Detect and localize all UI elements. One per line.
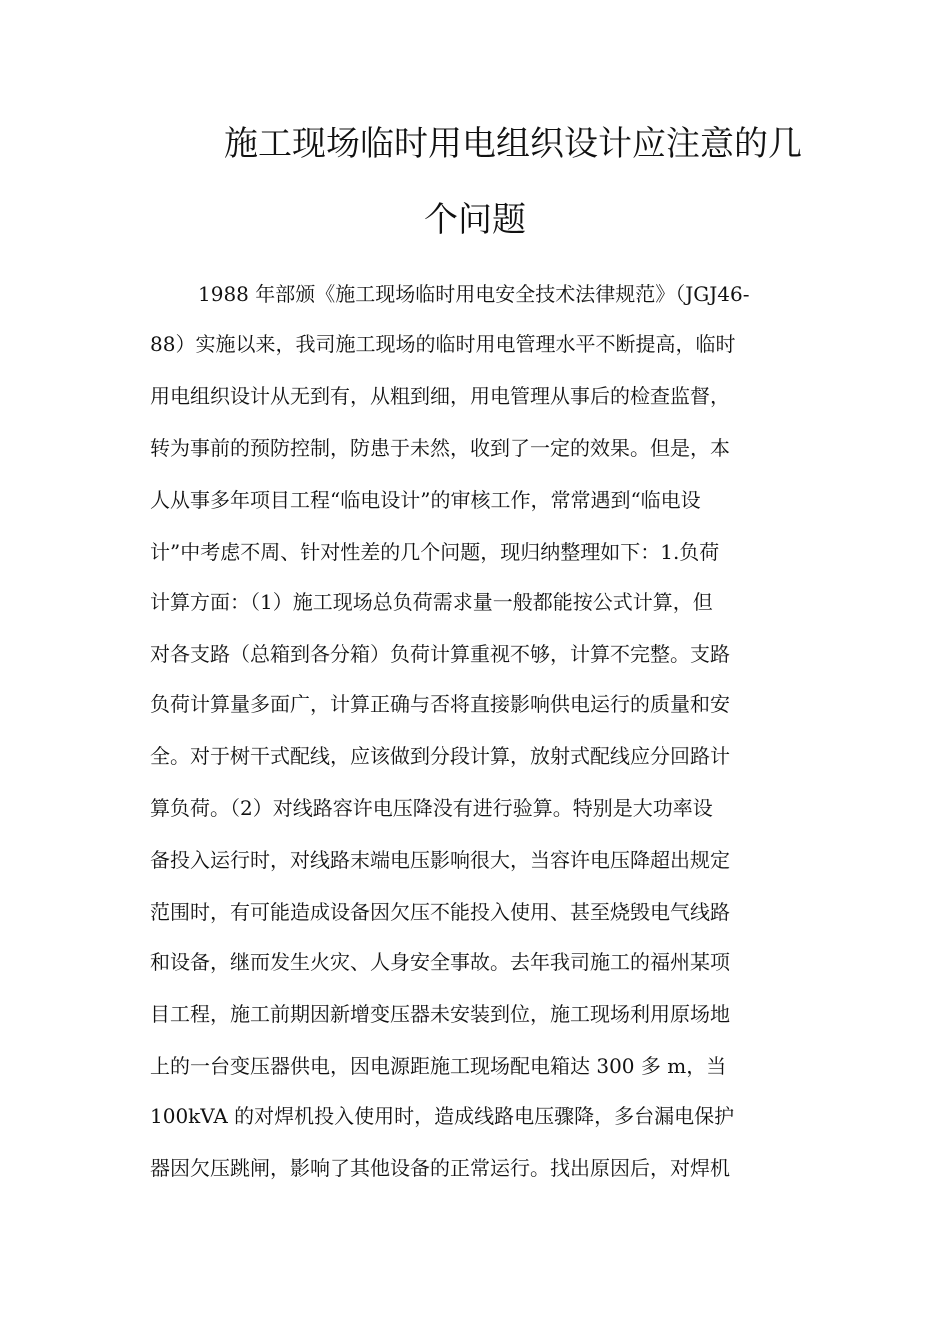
body-line: 对各支路（总箱到各分箱）负荷计算重视不够，计算不完整。支路 <box>150 642 730 666</box>
body-line: 备投入运行时，对线路末端电压影响很大，当容许电压降超出规定 <box>150 848 730 872</box>
body-line: 转为事前的预防控制，防患于未然，收到了一定的效果。但是，本 <box>150 436 730 460</box>
body-line: 目工程，施工前期因新增变压器未安装到位，施工现场利用原场地 <box>150 1002 730 1026</box>
body-line: 范围时，有可能造成设备因欠压不能投入使用、甚至烧毁电气线路 <box>150 900 730 924</box>
body-line: 用电组织设计从无到有，从粗到细，用电管理从事后的检查监督， <box>150 384 730 408</box>
body-line: 和设备，继而发生火灾、人身安全事故。去年我司施工的福州某项 <box>150 950 730 974</box>
body-line: 100kVA 的对焊机投入使用时，造成线路电压骤降，多台漏电保护 <box>150 1104 735 1128</box>
document-title-line-1: 施工现场临时用电组织设计应注意的几 <box>224 124 802 164</box>
body-line: 全。对于树干式配线，应该做到分段计算，放射式配线应分回路计 <box>150 744 730 768</box>
document-title-line-2: 个问题 <box>424 200 526 240</box>
body-line: 负荷计算量多面广，计算正确与否将直接影响供电运行的质量和安 <box>150 692 730 716</box>
body-line: 计算方面：（1）施工现场总负荷需求量一般都能按公式计算，但 <box>150 590 713 614</box>
body-line: 计”中考虑不周、针对性差的几个问题，现归纳整理如下：1.负荷 <box>150 540 720 564</box>
body-line: 人从事多年项目工程“临电设计”的审核工作，常常遇到“临电设 <box>150 488 701 512</box>
body-line: 上的一台变压器供电，因电源距施工现场配电箱达 300 多 m，当 <box>150 1054 727 1078</box>
body-line: 1988 年部颁《施工现场临时用电安全技术法律规范》（JGJ46- <box>198 282 750 306</box>
body-line: 88）实施以来，我司施工现场的临时用电管理水平不断提高，临时 <box>150 332 736 356</box>
body-line: 器因欠压跳闸，影响了其他设备的正常运行。找出原因后，对焊机 <box>150 1156 730 1180</box>
body-line: 算负荷。（2）对线路容许电压降没有进行验算。特别是大功率设 <box>150 796 713 820</box>
